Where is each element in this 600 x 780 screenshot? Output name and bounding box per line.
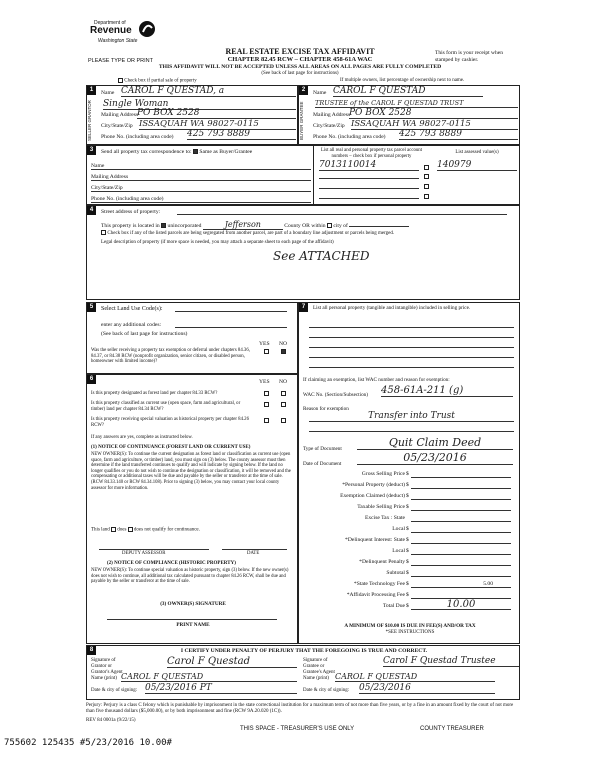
deputy-label: DEPUTY ASSESSOR [122, 551, 166, 556]
notice1-title: (1) NOTICE OF CONTINUANCE (FOREST LAND OR CURRENT USE) [91, 445, 251, 450]
parcel-header: List all real and personal property tax parcel account numbers – check box if personal property [321, 148, 422, 159]
assessed-value[interactable]: 140979 [437, 160, 517, 171]
parcel-number[interactable]: 7013110014 [319, 160, 419, 171]
seller-mailing[interactable]: PO BOX 2528 [137, 108, 296, 119]
dollar-sign: $ [406, 570, 409, 576]
calc-label: *State Technology Fee [353, 581, 405, 587]
does-not-label: does not [133, 527, 151, 533]
personal-line-5[interactable] [309, 367, 514, 368]
partial-sale-label: Check box if partial sale of property [124, 78, 197, 84]
dollar-sign: $ [406, 482, 409, 488]
calc-label: Taxable Selling Price [357, 504, 405, 510]
calc-row-gross [299, 471, 521, 482]
form-warning: THIS AFFIDAVIT WILL NOT BE ACCEPTED UNLESS ALL AREAS ON ALL PAGES ARE FULLY COMPLETED [158, 64, 442, 70]
buyer-tab: BUYER GRANTEE [299, 101, 304, 141]
dollar-sign: $ [406, 559, 409, 565]
does-label: does [117, 527, 127, 533]
name-value-right[interactable]: CAROL F QUESTAD [335, 672, 495, 682]
additional-codes-input[interactable] [175, 327, 287, 328]
does-not-checkbox[interactable] [128, 527, 133, 532]
buyer-mailing-label: Mailing Address [313, 112, 351, 118]
notice2-text: NEW OWNER(S): To continue special valuation as historic property, sign (3) below. If the new owner(s) does not wish to continue, all additional tax calculated pursuant to chapter 84.26 RCW, shall be due and payable by the seller or transferor at the time of sale. [91, 568, 289, 585]
reason-line-2[interactable] [309, 431, 514, 432]
no-label-5: NO [279, 341, 288, 347]
print-name-label: PRINT NAME [176, 622, 210, 628]
send-to-label: Send all property tax correspondence to: [101, 149, 192, 155]
date-line[interactable] [222, 549, 287, 550]
seller-tab: SELLER GRANTOR [87, 100, 92, 142]
date-value-right[interactable]: 05/23/2016 [359, 683, 495, 694]
name-label-left: Name (print) [91, 676, 117, 681]
buyer-city-label: City/State/Zip [313, 123, 345, 129]
logo-swirl-icon [138, 20, 156, 38]
unincorporated-checkbox[interactable] [161, 223, 166, 228]
q2-text: Is this property classified as current use (open space, farm and agricultural, or timber) land per chapter 84.34 RCW? [91, 401, 241, 412]
dollar-sign: $ [406, 471, 409, 477]
calc-value[interactable] [411, 504, 511, 511]
parcel-line-3[interactable] [319, 188, 419, 189]
section-6-number: 6 [87, 375, 96, 384]
sig-value-right[interactable]: Carol F Questad Trustee [383, 656, 519, 667]
calc-value[interactable] [411, 559, 511, 566]
corr-mailing-label: Mailing Address [91, 174, 129, 180]
segregated-checkbox[interactable] [101, 230, 106, 235]
corr-mailing-row [91, 174, 311, 181]
located-row [101, 220, 409, 230]
calc-label: Total Due [382, 603, 405, 609]
section-6-classification [86, 374, 298, 644]
same-as-buyer-label: Same as Buyer/Grantee [199, 149, 253, 155]
yes-label-5: YES [259, 341, 270, 347]
section-4-property [86, 205, 520, 300]
buyer-city[interactable]: ISSAQUAH WA 98027-0115 [351, 119, 518, 130]
form-see-back: (See back of last page for instructions) [261, 71, 339, 76]
receipt-note: This form is your receipt when stamped by cashier. [435, 50, 503, 63]
section-5-land-use [86, 302, 298, 374]
personal-property-checkbox-1[interactable] [424, 165, 429, 170]
sig-value-left[interactable]: Carol F Questad [167, 656, 297, 668]
type-or-print: PLEASE TYPE OR PRINT [88, 58, 154, 64]
section-2-number: 2 [299, 86, 308, 95]
form-title: REAL ESTATE EXCISE TAX AFFIDAVIT [225, 47, 375, 56]
city-of-label: city of [333, 223, 348, 229]
county-label: County OR within [284, 223, 326, 229]
no-label-6: NO [279, 379, 288, 385]
land-qualify-row [91, 527, 200, 533]
buyer-name-label: Name [313, 90, 327, 96]
personal-line-1[interactable] [309, 327, 514, 328]
calc-label: *Delinquent Penalty [359, 559, 405, 565]
calc-label: *Delinquent Interest: State [345, 537, 405, 543]
seller-mailing-label: Mailing Address [101, 112, 139, 118]
section-3-correspondence [86, 145, 520, 205]
calc-label: Subtotal [386, 570, 405, 576]
dollar-sign: $ [406, 493, 409, 499]
q3-yes-checkbox[interactable] [264, 418, 269, 423]
seller-city[interactable]: ISSAQUAH WA 98027-0115 [139, 119, 296, 130]
street-input[interactable] [177, 214, 507, 215]
yes-label-6: YES [259, 379, 270, 385]
personal-line-4[interactable] [309, 357, 514, 358]
perjury-text: Perjury: Perjury is a class C felony which is punishable by imprisonment in the state correctional institution for a maximum term of not more than five years, or by a fine in an amount fixed by the court of not more than five thousand dollars ($5,000.00), or by both imprisonment and fine (RCW 9A.20.020 (1C)). [86, 703, 514, 714]
section-2-buyer [298, 85, 520, 145]
multiple-owners-note: If multiple owners, list percentage of ownership next to name. [340, 78, 465, 83]
dollar-sign: $ [406, 504, 409, 510]
dollar-sign: $ [406, 592, 409, 598]
see-instructions: *SEE INSTRUCTIONS [385, 630, 435, 635]
calc-label: *Affidavit Processing Fee [346, 592, 405, 598]
doc-date-value[interactable]: 05/23/2016 [357, 451, 513, 465]
land-label: This land [91, 527, 110, 533]
dollar-sign: $ [406, 537, 409, 543]
section-3-number: 3 [87, 146, 96, 155]
section-5-number: 5 [87, 303, 96, 312]
buyer-name[interactable]: CAROL F QUESTAD [333, 86, 483, 97]
seller-phone[interactable]: 425 793 8889 [187, 129, 296, 140]
doc-date-label: Date of Document [303, 461, 342, 467]
personal-property-checkbox-2[interactable] [424, 174, 429, 179]
land-use-label: Select Land Use Code(s): [101, 306, 163, 312]
buyer-name-line2[interactable]: TRUSTEE of the CAROL F QUESTAD TRUST [315, 99, 518, 108]
assessed-header: List assessed value(s) [455, 150, 499, 155]
rev-number: REV 84 0001a (9/22/15) [86, 718, 136, 723]
section-1-number: 1 [87, 86, 96, 95]
dollar-sign: $ [406, 603, 409, 609]
dollar-sign: $ [406, 581, 409, 587]
name-value-left[interactable]: CAROL F QUESTAD [121, 672, 297, 682]
print-name-line[interactable] [107, 619, 277, 620]
calc-value[interactable] [411, 515, 511, 522]
date-label-left: Date & city of signing: [91, 688, 138, 693]
corr-phone-row [91, 196, 311, 203]
calc-row-personal [299, 482, 521, 493]
q1-no-checkbox[interactable] [281, 391, 286, 396]
calc-row-exemption [299, 493, 521, 504]
partial-sale-checkbox[interactable] [118, 78, 123, 83]
dollar-sign: $ [406, 548, 409, 554]
section-1-seller [86, 85, 298, 145]
calc-value[interactable] [411, 471, 511, 478]
dollar-sign: $ [406, 526, 409, 532]
treasurer-stamp: 755602 125435 #5/23/2016 10.00# [4, 738, 172, 748]
calc-row-tech-fee [299, 581, 521, 592]
calc-row-excise-state [299, 515, 521, 526]
notice1-text: NEW OWNER(S): To continue the current designation as forest land or classification as current use (open space, farm and agriculture, or timber) land, you must sign on (3) below. The county assessor must then determine if the land transferred continues to qualify and will indicate by signing below. If the land no longer qualifies or you do not wish to continue the designation or classification, it will be removed and the compensating or additional taxes will be due and payable by the seller or transferor at the time of sale. (RCW 84.33.140 or RCW 84.34.108). Prior to signing (3) below, you may contact your local county assessor for more information. [91, 452, 291, 491]
seller-name-line2[interactable]: Single Woman [103, 99, 296, 110]
qualify-label: qualify for continuance. [151, 527, 200, 533]
section-4-number: 4 [87, 206, 96, 215]
does-checkbox[interactable] [111, 527, 116, 532]
dept-line: Department of [94, 20, 126, 26]
segregated-text: Check box if any of the listed parcels are being segregated from another parcel, are part of a boundary line adjustment or parcels being merged. [107, 231, 395, 236]
calc-label: Gross Selling Price [361, 471, 405, 477]
land-use-input[interactable] [175, 311, 287, 312]
reason-value[interactable]: Transfer into Trust [309, 411, 514, 422]
doc-type-value[interactable]: Quit Claim Deed [357, 436, 513, 450]
exemption-label: If claiming an exemption, list WAC number and reason for exemption: [303, 377, 450, 383]
notice2-title: (2) NOTICE OF COMPLIANCE (HISTORIC PROPERTY) [107, 561, 236, 566]
unincorporated-label: unincorporated [167, 223, 202, 229]
parcel-line-2[interactable] [319, 178, 419, 179]
sig-label-right: Signature of Grantee or Grantee's Agent [303, 658, 335, 675]
section-7-calc [298, 302, 520, 644]
city-input[interactable] [349, 226, 409, 227]
same-as-buyer-checkbox[interactable] [193, 149, 198, 154]
buyer-phone-label: Phone No. (including area code) [313, 134, 386, 140]
calc-value[interactable] [411, 482, 511, 489]
calc-row-interest-local [299, 548, 521, 559]
calc-value[interactable] [411, 493, 511, 500]
q1-text: Is this property designated as forest land per chapter 84.33 RCW? [91, 391, 218, 396]
calc-label: Exemption Claimed (deduct) [340, 493, 405, 499]
date-value-left[interactable]: 05/23/2016 PT [145, 683, 297, 694]
street-label: Street address of property: [101, 209, 161, 215]
calc-label: Local [392, 548, 405, 554]
legal-text: Legal description of property (if more space is needed, you may attach a separate sheet to each page of the affidavit) [101, 240, 334, 245]
section-8-number: 8 [87, 646, 96, 655]
segregated-row [101, 230, 394, 236]
personal-property-label: List all personal property (tangible and intangible) included in selling price. [313, 305, 471, 311]
see-back-5: (See back of last page for instructions) [101, 331, 188, 337]
deputy-line[interactable] [99, 549, 209, 550]
seller-phone-label: Phone No. (including area code) [101, 134, 174, 140]
partial-sale [118, 78, 197, 84]
calc-row-interest-state [299, 537, 521, 548]
treasurer-only: THIS SPACE - TREASURER'S USE ONLY [240, 726, 355, 732]
q2-yes-checkbox[interactable] [264, 402, 269, 407]
calc-label: Local [392, 526, 405, 532]
personal-line-2[interactable] [309, 337, 514, 338]
calc-row-subtotal [299, 570, 521, 581]
calc-row-taxable [299, 504, 521, 515]
q3-text: Is this property receiving special valuation as historical property per chapter 84.26 RCW? [91, 417, 249, 428]
located-label: This property is located in [101, 223, 160, 229]
if-yes-text: If any answers are yes, complete as instructed below. [91, 435, 193, 440]
exemption-yes-checkbox[interactable] [264, 349, 269, 354]
reason-label: Reason for exemption [303, 406, 349, 412]
q3-no-checkbox[interactable] [281, 418, 286, 423]
section-3-divider [313, 146, 314, 206]
legal-value[interactable]: See ATTACHED [273, 249, 370, 263]
personal-property-checkbox-3[interactable] [424, 184, 429, 189]
seller-name-label: Name [101, 90, 115, 96]
revenue-logo [88, 20, 158, 50]
section-8-signatures [86, 645, 520, 700]
corr-name-label: Name [91, 163, 105, 169]
seller-name[interactable]: CAROL F QUESTAD, a [121, 86, 296, 97]
send-to [101, 149, 252, 155]
buyer-phone[interactable]: 425 793 8889 [399, 129, 518, 140]
calc-value[interactable] [411, 592, 511, 599]
q2-no-checkbox[interactable] [281, 402, 286, 407]
wac-label: WAC No. (Section/Subsection) [303, 392, 368, 398]
calc-label: Excise Tax : State [364, 515, 405, 521]
additional-codes-label: enter any additional codes: [101, 322, 162, 328]
corr-city-label: City/State/Zip [91, 185, 123, 191]
agency-name: Revenue [90, 25, 132, 36]
sig-label-left: Signature of Grantor or Grantor's Agent [91, 658, 123, 675]
county-value[interactable]: Jefferson [203, 220, 283, 230]
county-treasurer: COUNTY TREASURER [420, 726, 484, 732]
buyer-mailing[interactable]: PO BOX 2528 [349, 108, 518, 119]
corr-name-row [91, 163, 311, 170]
date-label: DATE [247, 551, 260, 556]
personal-property-checkbox-4[interactable] [424, 194, 429, 199]
calc-value[interactable] [411, 548, 511, 555]
calc-row-excise-local [299, 526, 521, 537]
seller-city-label: City/State/Zip [101, 123, 133, 129]
exemption-question: Was the seller receiving a property tax exemption or deferral under chapters 84.36, 84.37, or 84.38 RCW (nonprofit organization, senior citizen, or disabled person, homeowner with limited income)? [91, 348, 250, 364]
wac-value[interactable]: 458-61A-211 (g) [381, 385, 513, 397]
date-label-right: Date & city of signing: [303, 688, 350, 693]
corr-city-row [91, 185, 311, 192]
city-checkbox[interactable] [327, 223, 332, 228]
calc-value[interactable]: 5.00 [411, 581, 511, 588]
calc-value[interactable] [411, 537, 511, 544]
personal-line-3[interactable] [309, 347, 514, 348]
calc-value[interactable]: 10.00 [411, 599, 511, 610]
calc-row-penalty [299, 559, 521, 570]
calc-label: *Personal Property (deduct) [342, 482, 405, 488]
calc-row-total [299, 599, 521, 614]
parcel-line-4[interactable] [319, 198, 419, 199]
form-chapter: CHAPTER 82.45 RCW – CHAPTER 458-61A WAC [227, 56, 373, 63]
exemption-no-checkbox[interactable] [281, 349, 286, 354]
minimum-due: A MINIMUM OF $10.00 IS DUE IN FEE(S) AND/OR TAX [344, 623, 476, 629]
name-label-right: Name (print) [303, 676, 329, 681]
calc-value[interactable] [411, 526, 511, 533]
q1-yes-checkbox[interactable] [264, 391, 269, 396]
certify-text: I CERTIFY UNDER PENALTY OF PERJURY THAT THE FOREGOING IS TRUE AND CORRECT. [180, 648, 428, 654]
state-name: Washington State [98, 38, 138, 44]
section-7-number: 7 [299, 303, 308, 312]
doc-type-label: Type of Document [303, 446, 342, 452]
owner-sig-label: (3) OWNER(S) SIGNATURE [160, 601, 226, 607]
calc-value[interactable] [411, 570, 511, 577]
corr-phone-label: Phone No. (including area code) [91, 196, 164, 202]
